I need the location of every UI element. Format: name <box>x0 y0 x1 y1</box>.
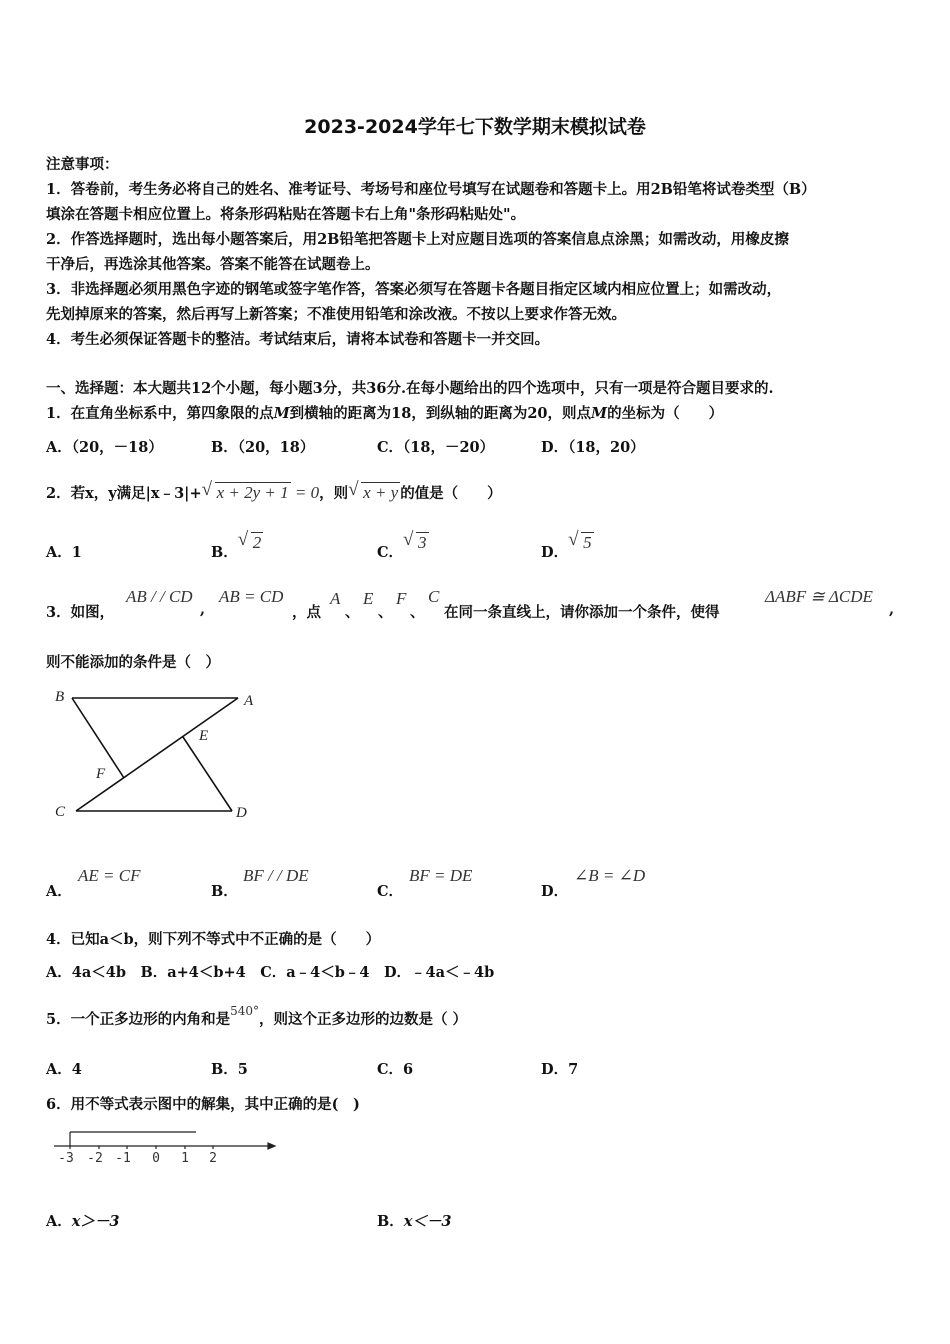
q5-text: 5．一个正多边形的内角和是 <box>46 1011 231 1028</box>
notice-line: 3．非选择题必须用黑色字迹的钢笔或签字笔作答，答案必须写在答题卡各题目指定区域内相应位置上；如需改动， <box>46 281 782 298</box>
q3-point: F <box>396 589 407 608</box>
q3-text-start: 3．如图， <box>46 604 115 621</box>
question-2 <box>46 479 502 503</box>
tick-label: -2 <box>87 1151 103 1166</box>
q3-point: E <box>363 589 374 608</box>
q3-math-congruent: ΔABF ≅ ΔCDE <box>765 587 873 606</box>
notice-heading: 注意事项： <box>46 156 119 173</box>
q2-text: ，则 <box>319 485 349 502</box>
q3-option-d-label: D． <box>541 883 569 900</box>
q5-option-a: A．4 <box>46 1061 82 1078</box>
arrow-icon <box>268 1143 275 1149</box>
q2-option-a: A．1 <box>46 544 82 561</box>
tick-label: -1 <box>115 1151 131 1166</box>
fig-label-a: A <box>244 693 254 709</box>
q2-equals: = 0 <box>290 483 320 502</box>
q3-option-c-label: C． <box>377 883 404 900</box>
q5-option-c: C．6 <box>377 1061 414 1078</box>
fig-label-b: B <box>55 689 65 705</box>
q1-option-c: C．（18，－20） <box>377 439 495 456</box>
q6-option-a: A．x＞－3 <box>46 1213 120 1230</box>
fig-label-f: F <box>96 766 106 782</box>
notice-line: 填涂在答题卡相应位置上。将条形码粘贴在答题卡右上角"条形码粘贴处"。 <box>46 206 526 223</box>
q2-option-d: D． √ 5 <box>541 529 592 561</box>
q1-text: 到横轴的距离为18，到纵轴的距离为20，则点 <box>289 405 592 422</box>
q3-option-b-label: B． <box>211 883 238 900</box>
fig-label-c: C <box>55 804 66 820</box>
q3-option-b-math: BF / / DE <box>243 866 309 885</box>
tick-label: 0 <box>152 1151 160 1166</box>
notice-line: 4．考生必须保证答题卡的整洁。考试结束后，请将本试卷和答题卡一并交回。 <box>46 331 550 348</box>
question-6: 6．用不等式表示图中的解集，其中正确的是( ) <box>46 1096 360 1113</box>
q1-option-b: B．（20，18） <box>211 439 315 456</box>
tick-label: 1 <box>181 1151 189 1166</box>
q3-math-parallel: AB / / CD <box>126 587 193 606</box>
q1-math-m: M <box>273 405 290 422</box>
notice-line: 1．答卷前，考生务必将自己的姓名、准考证号、考场号和座位号填写在试题卷和答题卡上。用2B铅笔将试卷类型（B） <box>46 181 816 198</box>
notice-line: 2．作答选择题时，选出每小题答案后，用2B铅笔把答题卡上对应题目选项的答案信息点涂黑；如需改动，用橡皮擦 <box>46 231 789 248</box>
q3-comma: , <box>200 601 206 618</box>
q5-option-d: D．7 <box>541 1061 579 1078</box>
q3-sep: 、 <box>345 604 360 621</box>
q1-option-a: A．（20，－18） <box>46 439 163 456</box>
q3-sep: 、 <box>410 604 425 621</box>
question-1 <box>46 402 723 423</box>
q1-math-m: M <box>591 405 608 422</box>
q5-option-b: B．5 <box>211 1061 248 1078</box>
fig-label-d: D <box>236 805 247 821</box>
section-heading: 一、选择题：本大题共12个小题，每小题3分，共36分.在每小题给出的四个选项中，只有一项是符合题目要求的. <box>46 380 774 397</box>
q3-sep: 、 <box>378 604 393 621</box>
sqrt-expression: √ x + y <box>348 479 399 502</box>
q3-math-equal: AB = CD <box>219 587 284 606</box>
q2-option-c: C． √ 3 <box>377 529 427 561</box>
q3-option-a-label: A． <box>46 883 72 900</box>
q2-option-b: B． √ 2 <box>211 529 262 561</box>
question-4: 4．已知a＜b，则下列不等式中不正确的是（ ） <box>46 931 381 948</box>
sqrt-expression: √ x + 2y + 1 <box>201 479 289 502</box>
q1-option-d: D．（18，20） <box>541 439 645 456</box>
q3-point: A <box>330 589 341 608</box>
question-5 <box>46 1004 468 1029</box>
q3-comma: , <box>889 601 895 618</box>
q6-option-b: B．x＜－3 <box>377 1213 452 1230</box>
q1-text: 1．在直角坐标系中，第四象限的点 <box>46 405 274 422</box>
q3-text: 在同一条直线上，请你添加一个条件，使得 <box>444 604 720 621</box>
q3-text: ，点 <box>292 604 321 621</box>
tick-label: -3 <box>58 1151 74 1166</box>
q2-text: 的值是（ ） <box>400 485 502 502</box>
q2-text: 2．若x，y满足|x﹣3|+ <box>46 485 202 502</box>
fig-label-e: E <box>199 728 209 744</box>
q5-text: ，则这个正多边形的边数是（ ） <box>259 1011 468 1028</box>
tick-label: 2 <box>209 1151 217 1166</box>
q3-option-a-math: AE = CF <box>78 866 141 885</box>
q3-text-line2: 则不能添加的条件是（ ） <box>46 654 220 671</box>
q6-number-line <box>50 1128 280 1168</box>
segment-ac <box>76 698 238 811</box>
q1-text: 的坐标为（ ） <box>607 405 724 422</box>
notice-line: 干净后，再选涂其他答案。答案不能答在试题卷上。 <box>46 256 380 273</box>
notice-line: 先划掉原来的答案，然后再写上新答案；不准使用铅笔和涂改液。不按以上要求作答无效。 <box>46 306 626 323</box>
q4-options: A．4a＜4b B．a+4＜b+4 C．a﹣4＜b﹣4 D．﹣4a＜﹣4b <box>46 964 495 981</box>
segment-ed <box>183 737 232 811</box>
q3-option-c-math: BF = DE <box>409 866 473 885</box>
q3-option-d-math: ∠B = ∠D <box>574 866 646 885</box>
page-title: 2023-2024学年七下数学期末模拟试卷 <box>304 116 646 138</box>
q3-point: C <box>428 587 440 606</box>
q5-degree: 540° <box>230 1004 259 1018</box>
q3-figure <box>50 686 260 821</box>
